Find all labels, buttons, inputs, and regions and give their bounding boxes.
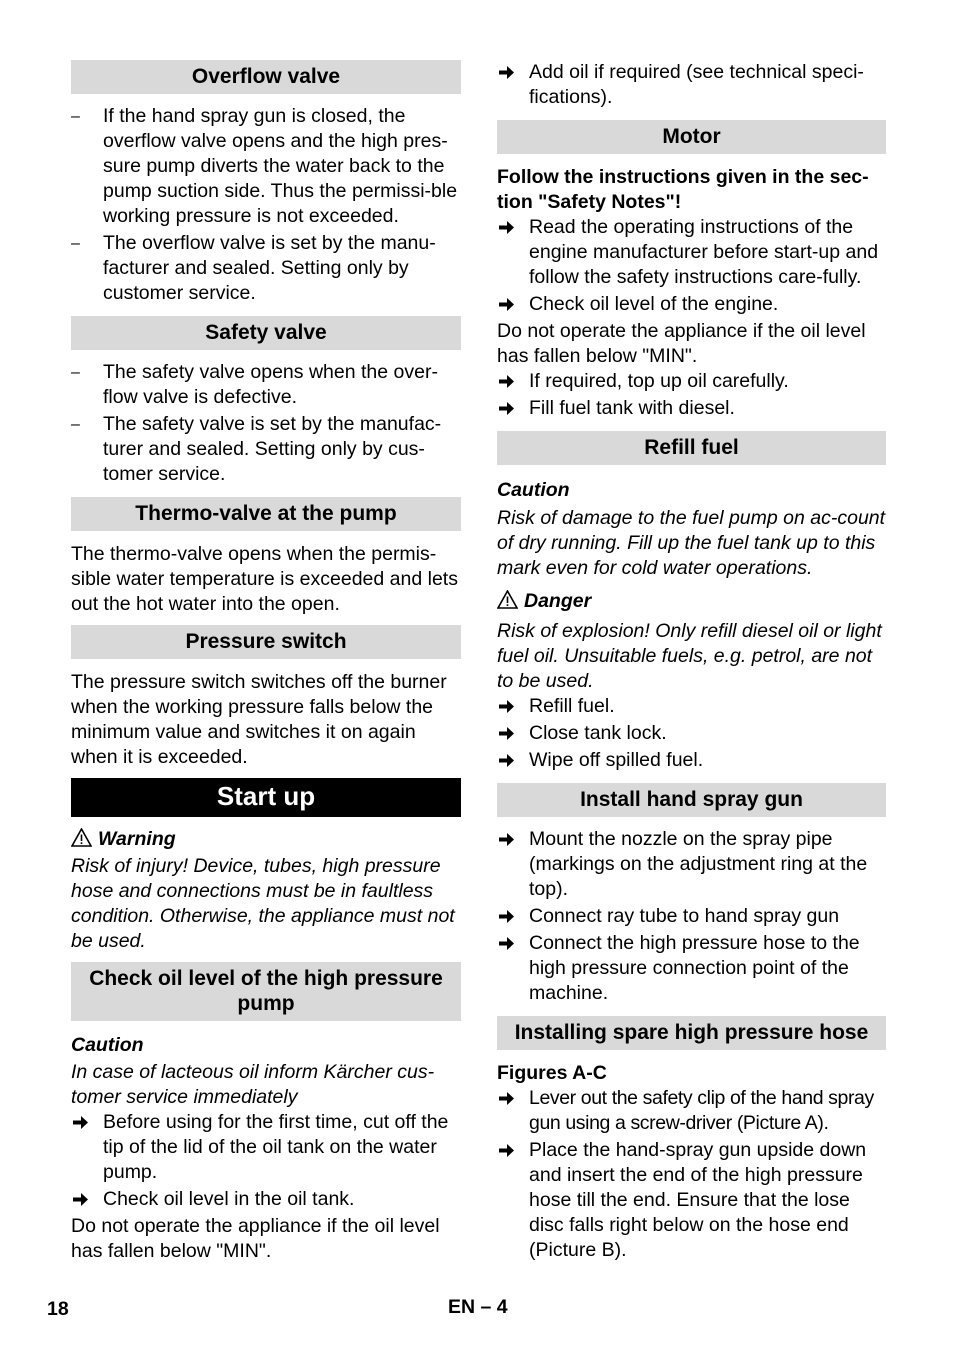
motor-steps xyxy=(497,215,886,317)
figures-label: Figures A-C xyxy=(497,1062,607,1084)
spare-hose-heading: Installing spare high pressure hose xyxy=(497,1016,886,1050)
list-item: Wipe off spilled fuel. xyxy=(497,748,886,773)
list-item: – If the hand spray gun is closed, the overflow valve opens and the high pres-sure pump diverts the water back to the pump suction side. Thus the permissi-ble working pressure is not exceeded. xyxy=(71,105,458,227)
add-oil-steps xyxy=(497,60,886,110)
list-item: Mount the nozzle on the spray pipe (markings on the adjustment ring at the top). xyxy=(497,827,886,902)
list-item: Lever out the safety clip of the hand spray gun using a screw-driver (Picture A). xyxy=(497,1086,886,1136)
warning-triangle-icon xyxy=(71,828,92,854)
motor-oil-text: Do not operate the appliance if the oil level has fallen below "MIN". xyxy=(497,320,866,367)
arrow-right-icon xyxy=(498,292,515,312)
check-oil-steps xyxy=(71,1110,461,1212)
oil-min-text: Do not operate the appliance if the oil level has fallen below "MIN". xyxy=(71,1215,440,1262)
arrow-right-icon xyxy=(498,396,515,416)
caution-label: Caution xyxy=(71,1034,144,1056)
safety-valve-heading: Safety valve xyxy=(71,316,461,350)
list-item: Connect ray tube to hand spray gun xyxy=(497,904,886,929)
dash-bullet: – xyxy=(71,364,80,381)
list-item: – The safety valve is set by the manufac-turer and sealed. Setting only by cus-tomer service. xyxy=(71,413,442,485)
right-column xyxy=(497,60,886,1265)
refill-fuel-heading: Refill fuel xyxy=(497,431,886,465)
arrow-right-icon xyxy=(72,1187,89,1207)
arrow-right-icon xyxy=(498,1086,515,1106)
list-item: Read the operating instructions of the engine manufacturer before start-up and follow the safety instructions care-fully. xyxy=(497,215,886,290)
arrow-right-icon xyxy=(498,1138,515,1158)
pressure-switch-heading: Pressure switch xyxy=(71,625,461,659)
list-item: Place the hand-spray gun upside down and insert the end of the high pressure hose till the end. Ensure that the lose disc falls right below on the hose end (Picture B). xyxy=(497,1138,886,1263)
danger-label: Danger xyxy=(497,589,886,616)
list-item: Before using for the first time, cut off the tip of the lid of the oil tank on the water pump. xyxy=(71,1110,461,1185)
safety-valve-list xyxy=(71,360,461,487)
caution-text: Risk of damage to the fuel pump on ac-count of dry running. Fill up the fuel tank up to this mark even for cold water operations. xyxy=(497,507,886,579)
page-language-footer xyxy=(448,1296,508,1319)
motor-steps-2 xyxy=(497,369,886,421)
thermo-valve-heading: Thermo-valve at the pump xyxy=(71,497,461,531)
spare-hose-steps xyxy=(497,1086,886,1263)
list-item: Close tank lock. xyxy=(497,721,886,746)
thermo-valve-text: The thermo-valve opens when the permis-sible water temperature is exceeded and lets out the hot water into the open. xyxy=(71,543,458,615)
page-number: 18 xyxy=(47,1298,69,1320)
caution-label: Caution xyxy=(497,479,570,501)
arrow-right-icon xyxy=(498,215,515,235)
arrow-right-icon xyxy=(498,827,515,847)
list-item: – The overflow valve is set by the manu-facturer and sealed. Setting only by customer service. xyxy=(71,232,436,304)
left-column xyxy=(71,60,461,1264)
arrow-right-icon xyxy=(72,1110,89,1130)
dash-bullet: – xyxy=(71,235,80,252)
list-item: Refill fuel. xyxy=(497,694,886,719)
list-item: If required, top up oil carefully. xyxy=(497,369,886,394)
arrow-right-icon xyxy=(498,694,515,714)
arrow-right-icon xyxy=(498,931,515,951)
check-oil-heading: Check oil level of the high pressure pump xyxy=(71,962,461,1021)
list-item: Add oil if required (see technical speci-fications). xyxy=(497,60,886,110)
start-up-heading: Start up xyxy=(71,778,461,817)
overflow-valve-list xyxy=(71,104,461,306)
safety-notes-text: Follow the instructions given in the sec-tion "Safety Notes"! xyxy=(497,166,869,213)
warning-label: Warning xyxy=(71,827,461,854)
arrow-right-icon xyxy=(498,369,515,389)
warning-triangle-icon xyxy=(497,590,518,616)
overflow-valve-heading: Overflow valve xyxy=(71,60,461,94)
caution-text: In case of lacteous oil inform Kärcher cus-tomer service immediately xyxy=(71,1061,435,1108)
dash-bullet: – xyxy=(71,108,80,125)
arrow-right-icon xyxy=(498,60,515,80)
list-item: Connect the high pressure hose to the high pressure connection point of the machine. xyxy=(497,931,886,1006)
arrow-right-icon xyxy=(498,748,515,768)
list-item: Fill fuel tank with diesel. xyxy=(497,396,886,421)
dash-bullet: – xyxy=(71,416,80,433)
list-item: Check oil level of the engine. xyxy=(497,292,886,317)
install-gun-steps xyxy=(497,827,886,1006)
section-page: – 4 xyxy=(480,1296,508,1318)
list-item: Check oil level in the oil tank. xyxy=(71,1187,461,1212)
warning-text: Risk of injury! Device, tubes, high pressure hose and connections must be in faultless condition. Otherwise, the appliance must not be used. xyxy=(71,855,455,952)
motor-heading: Motor xyxy=(497,120,886,154)
arrow-right-icon xyxy=(498,904,515,924)
list-item: – The safety valve opens when the over-flow valve is defective. xyxy=(71,361,438,408)
danger-text: Risk of explosion! Only refill diesel oil or light fuel oil. Unsuitable fuels, e.g. petrol, are not to be used. xyxy=(497,620,882,692)
refill-fuel-steps xyxy=(497,694,886,773)
language-code: EN xyxy=(448,1296,476,1318)
arrow-right-icon xyxy=(498,721,515,741)
install-gun-heading: Install hand spray gun xyxy=(497,783,886,817)
pressure-switch-text: The pressure switch switches off the burner when the working pressure falls below the minimum value and switches it on again when it is exceeded. xyxy=(71,671,447,768)
